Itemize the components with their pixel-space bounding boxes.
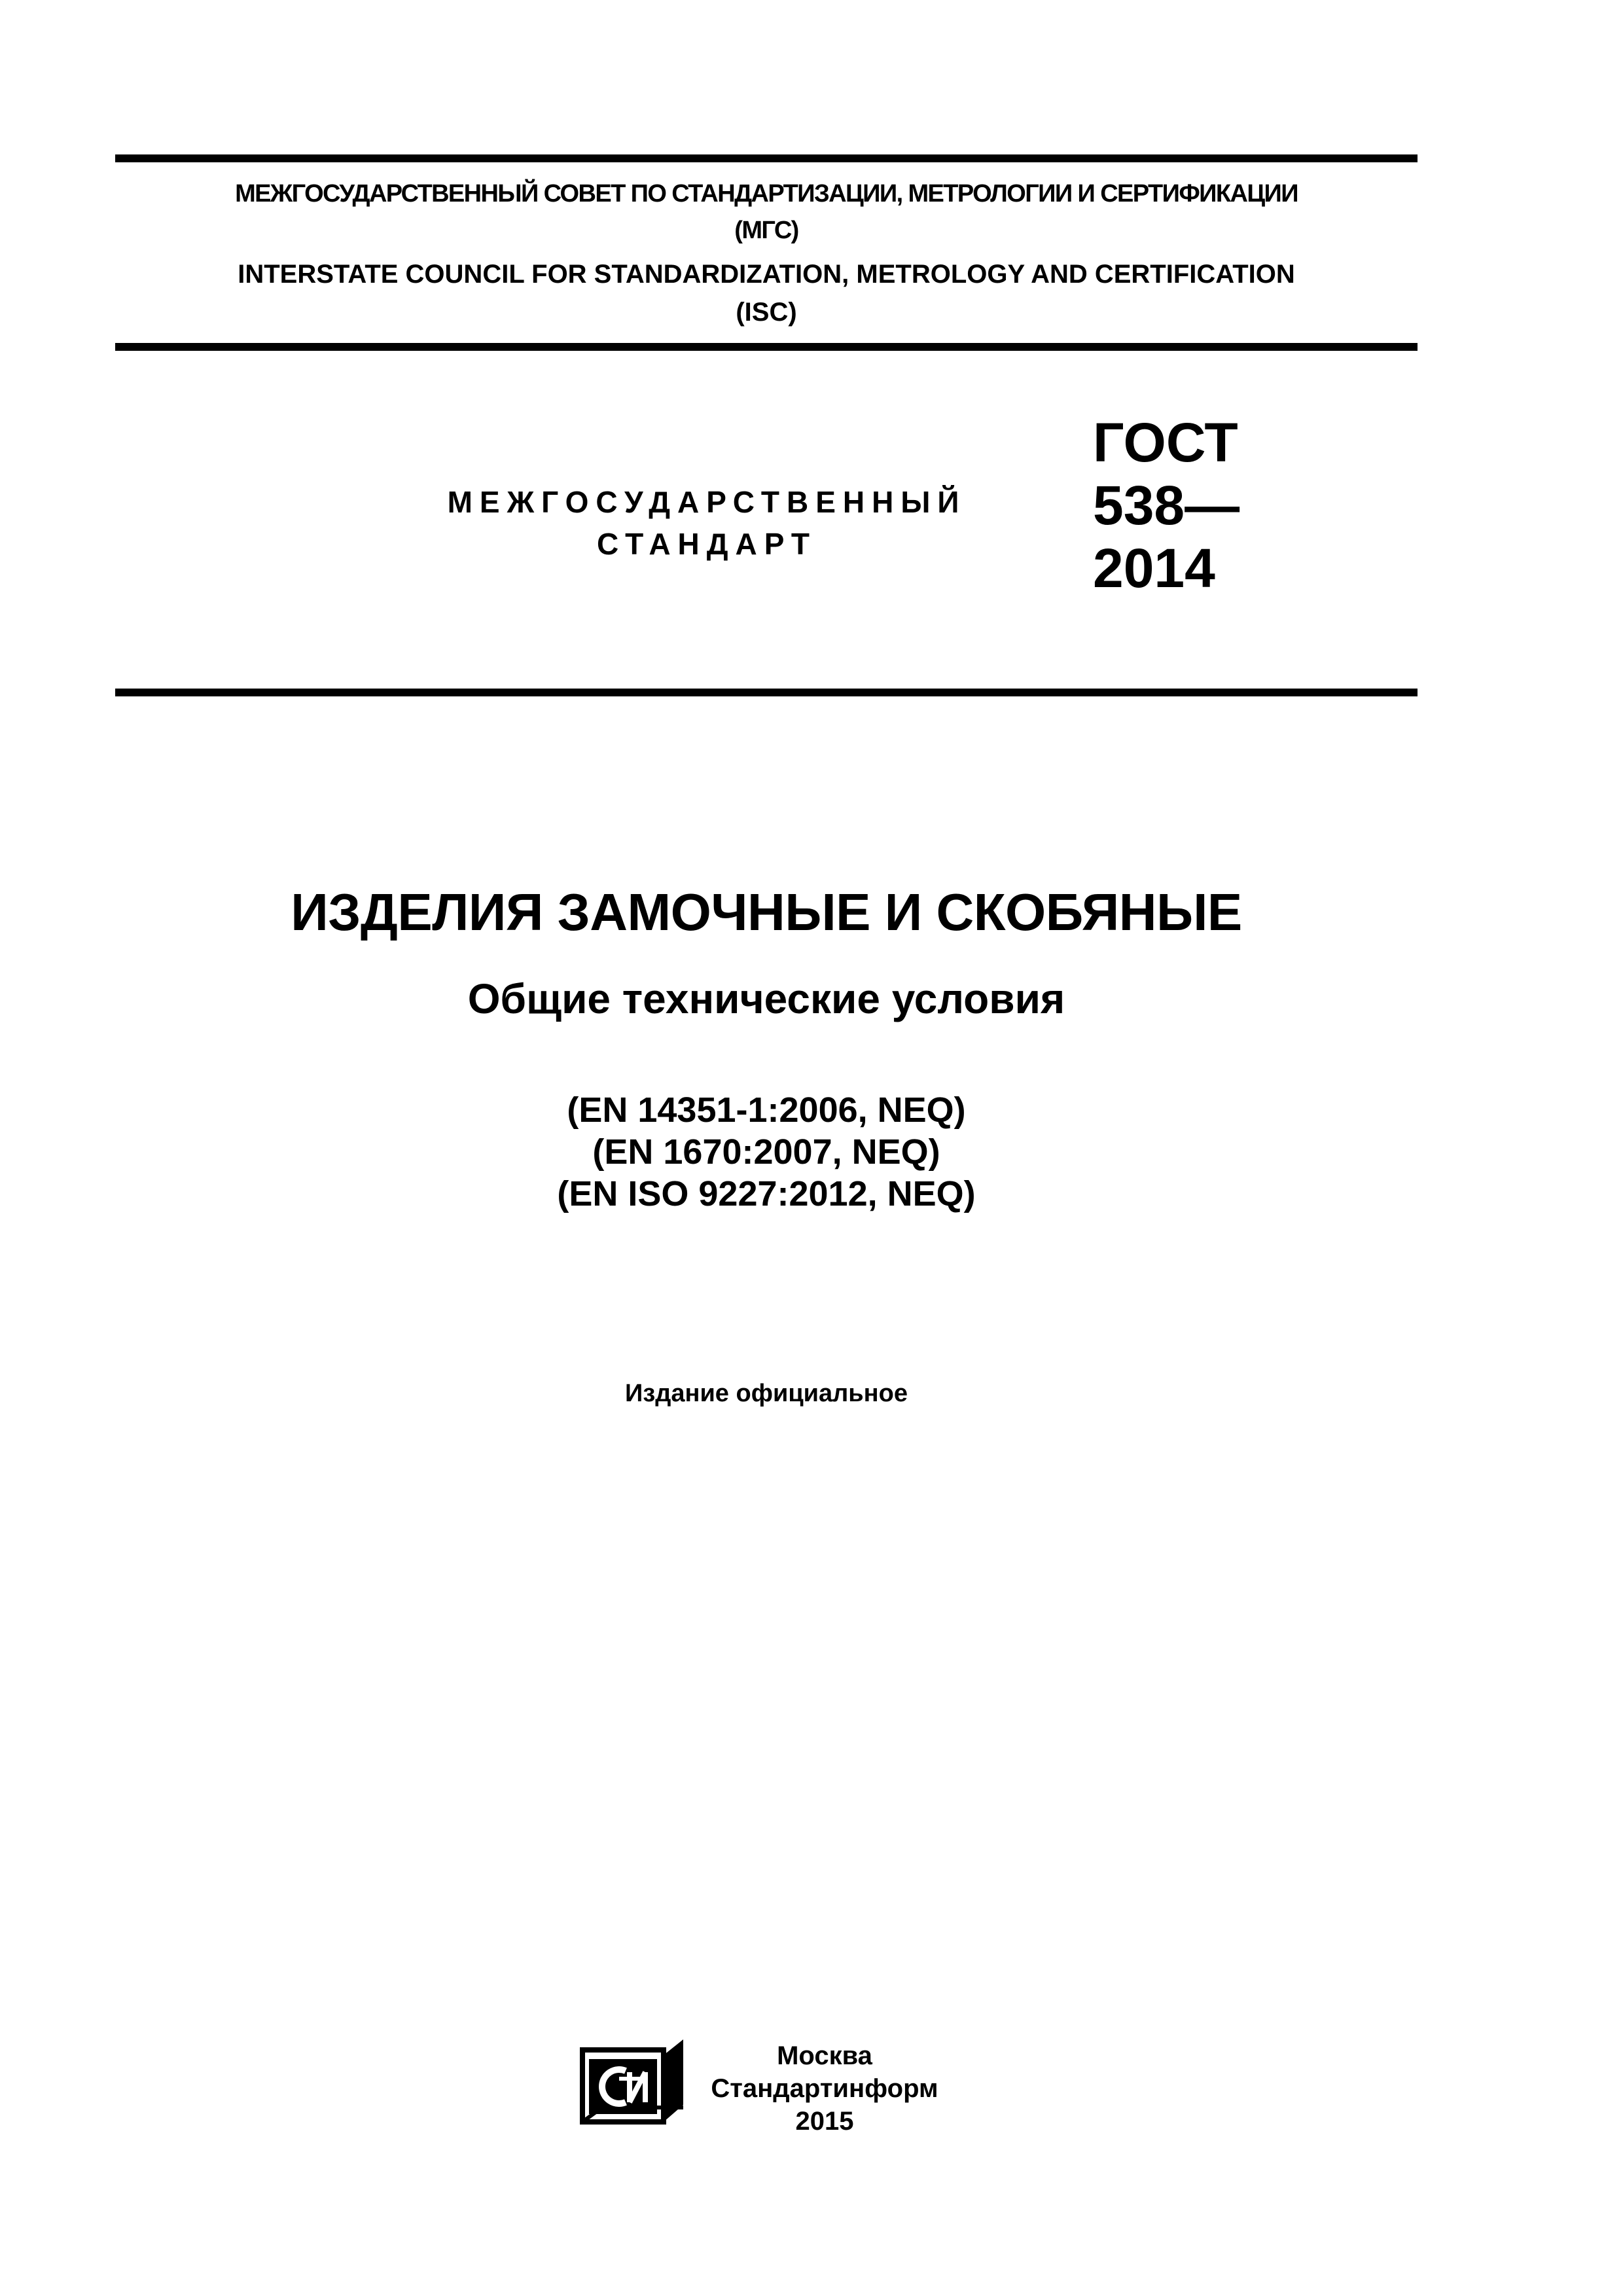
top-rule xyxy=(115,154,1418,162)
designation-line1: ГОСТ xyxy=(1093,412,1238,473)
council-name-en-text: INTERSTATE COUNCIL FOR STANDARDIZATION, METROLOGY AND CERTIFICATION xyxy=(238,260,1295,289)
publisher-name: Стандартинформ xyxy=(711,2074,938,2103)
standard-type xyxy=(380,481,1034,565)
publisher-imprint xyxy=(707,2039,942,2138)
header-bottom-rule xyxy=(115,343,1418,351)
reference-item: (EN ISO 9227:2012, NEQ) xyxy=(557,1174,976,1213)
reference-item: (EN 1670:2007, NEQ) xyxy=(592,1132,940,1172)
reference-standards xyxy=(115,1089,1418,1215)
standard-designation xyxy=(1093,411,1240,600)
publisher-city: Москва xyxy=(777,2041,872,2070)
council-abbr-en: (ISC) xyxy=(736,298,797,327)
council-name-ru-text: МЕЖГОСУДАРСТВЕННЫЙ СОВЕТ ПО СТАНДАРТИЗАЦИИ, МЕТРОЛОГИИ И СЕРТИФИКАЦИИ xyxy=(235,180,1298,207)
designation-line3: 2014 xyxy=(1093,537,1215,599)
council-name-ru xyxy=(115,175,1418,249)
council-name-en xyxy=(115,255,1418,331)
publisher-year: 2015 xyxy=(795,2107,854,2136)
document-subtitle: Общие технические условия xyxy=(467,975,1065,1022)
edition-label: Издание официальное xyxy=(625,1380,908,1407)
designation-bottom-rule xyxy=(115,689,1418,696)
council-abbr-ru: (МГС) xyxy=(734,217,798,244)
reference-item: (EN 14351-1:2006, NEQ) xyxy=(567,1090,966,1130)
designation-line2: 538— xyxy=(1093,475,1240,536)
document-title: ИЗДЕЛИЯ ЗАМОЧНЫЕ И СКОБЯНЫЕ xyxy=(291,883,1242,941)
standard-type-line2: СТАНДАРТ xyxy=(597,527,817,561)
standartinform-logo-icon xyxy=(580,2037,687,2134)
standard-type-line1: МЕЖГОСУДАРСТВЕННЫЙ xyxy=(447,485,967,519)
